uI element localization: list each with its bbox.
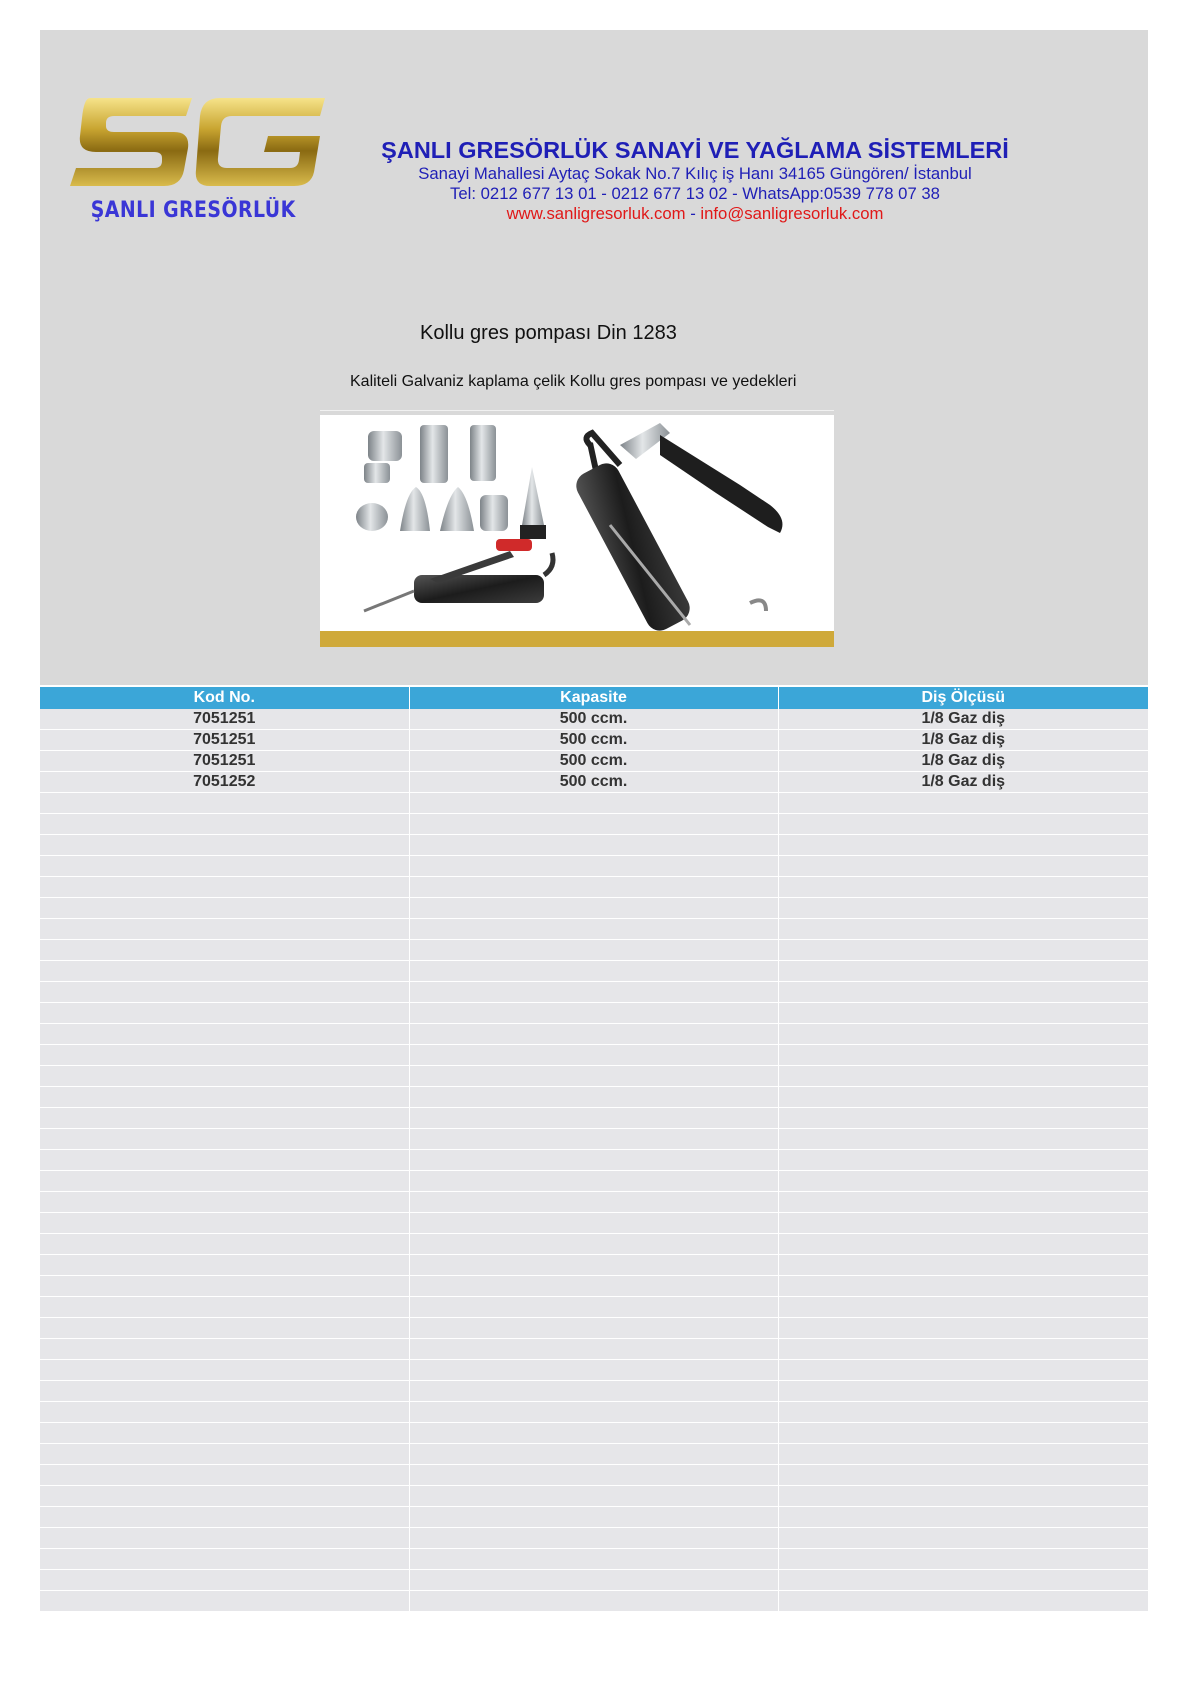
empty-cell [409, 1444, 778, 1465]
company-address: Sanayi Mahallesi Aytaç Sokak No.7 Kılıç iş Hanı 34165 Güngören/ İstanbul [418, 164, 972, 183]
empty-cell [40, 1255, 409, 1276]
empty-cell [409, 1465, 778, 1486]
empty-cell [778, 1549, 1148, 1570]
table-row-empty [40, 1129, 1148, 1150]
grease-gun-illustration [320, 415, 834, 647]
empty-cell [778, 1003, 1148, 1024]
table-row-empty [40, 793, 1148, 814]
table-row-empty [40, 898, 1148, 919]
table-row-empty [40, 1423, 1148, 1444]
product-image [320, 415, 834, 647]
empty-cell [778, 877, 1148, 898]
empty-cell [778, 1339, 1148, 1360]
empty-cell [40, 877, 409, 898]
empty-cell [409, 1318, 778, 1339]
logo-caption: ŞANLI GRESÖRLÜK [90, 198, 296, 223]
empty-cell [409, 1297, 778, 1318]
empty-cell [778, 1213, 1148, 1234]
empty-cell [409, 1507, 778, 1528]
logo-letter-s [70, 98, 192, 186]
table-body [40, 709, 1148, 1612]
catalog-page [40, 30, 1148, 1650]
empty-cell [409, 1150, 778, 1171]
company-logo [70, 90, 325, 255]
photo-bottom-band [320, 631, 834, 647]
table-row [40, 709, 1148, 730]
empty-cell [778, 1108, 1148, 1129]
empty-cell [409, 1423, 778, 1444]
contact-separator: - [690, 204, 696, 223]
empty-cell [40, 1318, 409, 1339]
contact-line [370, 204, 1020, 224]
empty-cell [778, 961, 1148, 982]
column-header-thread: Diş Ölçüsü [778, 687, 1148, 709]
table-row-empty [40, 1192, 1148, 1213]
empty-cell [409, 940, 778, 961]
empty-cell [40, 1171, 409, 1192]
empty-cell [409, 1549, 778, 1570]
table-row-empty [40, 1213, 1148, 1234]
column-header-code: Kod No. [40, 687, 409, 709]
empty-cell [778, 1507, 1148, 1528]
empty-cell [409, 814, 778, 835]
empty-cell [778, 1465, 1148, 1486]
cell-code: 7051252 [40, 772, 409, 793]
website-link[interactable]: www.sanligresorluk.com [506, 204, 686, 223]
empty-cell [409, 835, 778, 856]
empty-cell [778, 1129, 1148, 1150]
empty-cell [778, 1150, 1148, 1171]
table-row-empty [40, 835, 1148, 856]
empty-cell [778, 1486, 1148, 1507]
cell-thread: 1/8 Gaz diş [778, 772, 1148, 793]
empty-cell [409, 1171, 778, 1192]
empty-cell [409, 1192, 778, 1213]
cell-capacity: 500 ccm. [409, 751, 778, 772]
empty-cell [409, 1591, 778, 1612]
empty-cell [40, 793, 409, 814]
empty-cell [40, 1465, 409, 1486]
cell-thread: 1/8 Gaz diş [778, 730, 1148, 751]
empty-cell [778, 1234, 1148, 1255]
empty-cell [778, 1297, 1148, 1318]
empty-cell [778, 1192, 1148, 1213]
logo-letters-text: SG [70, 90, 72, 91]
table-row-empty [40, 1234, 1148, 1255]
table-row [40, 772, 1148, 793]
empty-cell [40, 1003, 409, 1024]
table-row [40, 751, 1148, 772]
empty-cell [778, 1360, 1148, 1381]
empty-cell [40, 1528, 409, 1549]
table-row-empty [40, 1255, 1148, 1276]
empty-cell [409, 1381, 778, 1402]
empty-cell [40, 1192, 409, 1213]
company-phones: Tel: 0212 677 13 01 - 0212 677 13 02 - WhatsApp:0539 778 07 38 [450, 184, 940, 203]
table-row-empty [40, 940, 1148, 961]
cell-code: 7051251 [40, 751, 409, 772]
empty-cell [40, 1213, 409, 1234]
empty-cell [40, 1339, 409, 1360]
table-row-empty [40, 919, 1148, 940]
table-row-empty [40, 1171, 1148, 1192]
table-row-empty [40, 856, 1148, 877]
empty-cell [40, 1444, 409, 1465]
table-row-empty [40, 961, 1148, 982]
empty-cell [40, 1549, 409, 1570]
empty-cell [409, 1003, 778, 1024]
empty-cell [40, 940, 409, 961]
empty-cell [409, 961, 778, 982]
cell-thread: 1/8 Gaz diş [778, 709, 1148, 730]
empty-cell [409, 982, 778, 1003]
empty-cell [778, 1381, 1148, 1402]
empty-cell [778, 982, 1148, 1003]
empty-cell [409, 877, 778, 898]
empty-cell [40, 856, 409, 877]
product-description: Kaliteli Galvaniz kaplama çelik Kollu gres pompası ve yedekleri [350, 373, 797, 390]
empty-cell [778, 940, 1148, 961]
table-row-empty [40, 1402, 1148, 1423]
empty-cell [409, 1108, 778, 1129]
empty-cell [40, 1150, 409, 1171]
empty-cell [40, 814, 409, 835]
table-row-empty [40, 1486, 1148, 1507]
empty-cell [778, 1528, 1148, 1549]
table-row-empty [40, 1045, 1148, 1066]
empty-cell [778, 1276, 1148, 1297]
empty-cell [409, 898, 778, 919]
empty-cell [778, 793, 1148, 814]
company-info [370, 136, 1020, 224]
empty-cell [40, 898, 409, 919]
table-row-empty [40, 814, 1148, 835]
table-row-empty [40, 1591, 1148, 1612]
cell-code: 7051251 [40, 730, 409, 751]
empty-cell [40, 1423, 409, 1444]
empty-cell [40, 1129, 409, 1150]
empty-cell [778, 814, 1148, 835]
empty-cell [778, 898, 1148, 919]
empty-cell [778, 1402, 1148, 1423]
empty-cell [40, 1024, 409, 1045]
divider [320, 410, 834, 411]
empty-cell [409, 1486, 778, 1507]
product-spec-table [40, 687, 1148, 1612]
page-header [40, 30, 1148, 685]
product-title: Kollu gres pompası Din 1283 [420, 322, 677, 344]
empty-cell [40, 1360, 409, 1381]
empty-cell [409, 1213, 778, 1234]
table-row-empty [40, 1087, 1148, 1108]
empty-cell [778, 1045, 1148, 1066]
cell-capacity: 500 ccm. [409, 730, 778, 751]
empty-cell [409, 1024, 778, 1045]
table-row-empty [40, 1297, 1148, 1318]
empty-cell [40, 1381, 409, 1402]
empty-cell [409, 1066, 778, 1087]
empty-cell [40, 961, 409, 982]
empty-cell [40, 982, 409, 1003]
empty-cell [40, 1591, 409, 1612]
empty-cell [409, 1045, 778, 1066]
table-row-empty [40, 1465, 1148, 1486]
empty-cell [40, 1087, 409, 1108]
email-link[interactable]: info@sanligresorluk.com [700, 204, 884, 223]
empty-cell [40, 1066, 409, 1087]
table-row-empty [40, 982, 1148, 1003]
empty-cell [778, 856, 1148, 877]
table-row-empty [40, 1003, 1148, 1024]
empty-cell [778, 919, 1148, 940]
empty-cell [409, 1234, 778, 1255]
logo-letter-g [196, 98, 325, 186]
cell-thread: 1/8 Gaz diş [778, 751, 1148, 772]
large-grease-gun-icon [571, 423, 782, 635]
empty-cell [778, 835, 1148, 856]
cell-capacity: 500 ccm. [409, 709, 778, 730]
empty-cell [40, 1486, 409, 1507]
empty-cell [778, 1024, 1148, 1045]
table-row-empty [40, 1507, 1148, 1528]
table-row-empty [40, 1024, 1148, 1045]
empty-cell [40, 1045, 409, 1066]
table-row-empty [40, 1360, 1148, 1381]
empty-cell [40, 1276, 409, 1297]
empty-cell [40, 1234, 409, 1255]
small-grease-gun-icon [364, 539, 553, 611]
empty-cell [778, 1444, 1148, 1465]
empty-cell [40, 1570, 409, 1591]
spare-parts-icon [356, 425, 546, 539]
table-row-empty [40, 1570, 1148, 1591]
empty-cell [40, 1507, 409, 1528]
empty-cell [409, 856, 778, 877]
empty-cell [409, 1402, 778, 1423]
empty-cell [409, 1339, 778, 1360]
empty-cell [40, 919, 409, 940]
table-row-empty [40, 1150, 1148, 1171]
empty-cell [409, 1255, 778, 1276]
logo-sg-letters [70, 90, 325, 200]
table-row-empty [40, 1276, 1148, 1297]
table-row-empty [40, 1444, 1148, 1465]
empty-cell [409, 919, 778, 940]
cell-code: 7051251 [40, 709, 409, 730]
empty-cell [778, 1591, 1148, 1612]
empty-cell [409, 1570, 778, 1591]
table-header-row [40, 687, 1148, 709]
table-row [40, 730, 1148, 751]
empty-cell [778, 1066, 1148, 1087]
empty-cell [40, 1108, 409, 1129]
empty-cell [778, 1423, 1148, 1444]
empty-cell [40, 1402, 409, 1423]
table-row-empty [40, 1108, 1148, 1129]
empty-cell [409, 1528, 778, 1549]
empty-cell [778, 1171, 1148, 1192]
table-row-empty [40, 1381, 1148, 1402]
table-row-empty [40, 877, 1148, 898]
table-row-empty [40, 1339, 1148, 1360]
empty-cell [409, 1129, 778, 1150]
table-row-empty [40, 1318, 1148, 1339]
empty-cell [778, 1087, 1148, 1108]
empty-cell [40, 835, 409, 856]
table-row-empty [40, 1066, 1148, 1087]
empty-cell [409, 1087, 778, 1108]
empty-cell [409, 1360, 778, 1381]
empty-cell [778, 1318, 1148, 1339]
empty-cell [409, 1276, 778, 1297]
empty-cell [778, 1255, 1148, 1276]
table-row-empty [40, 1549, 1148, 1570]
empty-cell [778, 1570, 1148, 1591]
empty-cell [409, 793, 778, 814]
empty-cell [40, 1297, 409, 1318]
cell-capacity: 500 ccm. [409, 772, 778, 793]
column-header-capacity: Kapasite [409, 687, 778, 709]
company-name: ŞANLI GRESÖRLÜK SANAYİ VE YAĞLAMA SİSTEMLERİ [381, 137, 1009, 163]
table-row-empty [40, 1528, 1148, 1549]
